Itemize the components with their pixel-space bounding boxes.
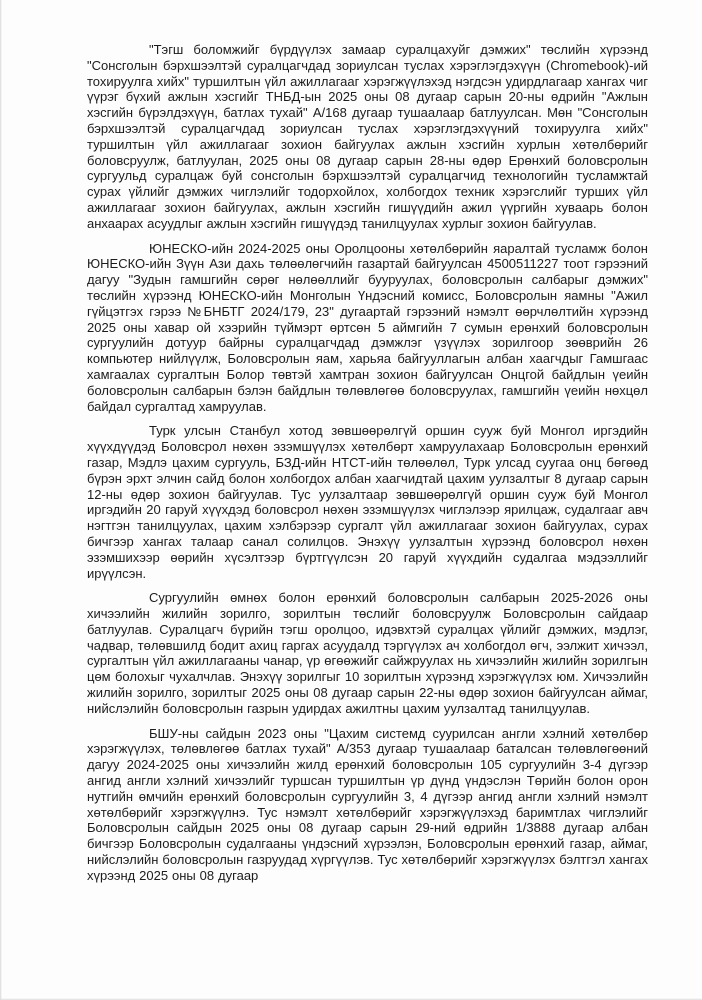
paragraph-4: Сургуулийн өмнөх болон ерөнхий боловсролын салбарын 2025-2026 оны хичээлийн жилийн зорилго, зорилтын төслийг боловсруулж Боловсролын сайдаар батлуулав. Суралцагч бүрийн тэгш оролцоо, идэвхтэй суралцах үйлийг дэмжих, мэдлэг, чадвар, төлөвшилд бодит ахиц гаргах асуудалд тэргүүлэх ач холбогдол өгч, ээлжит хичээл, сургалтын үйл ажиллагааны чанар, үр өгөөжийг сайжруулах нь хичээлийн жилийн зорилгын цөм болохыг чухалчлав. Энэхүү зорилгыг 10 зорилтын хүрээнд хэрэгжүүлэх юм. Хичээлийн жилийн зорилго, зорилтыг 2025 оны 08 дугаар сарын 22-ны өдөр зохион байгуулсан аймаг, нийслэлийн боловсролын газрын удирдах ажилтны цахим уулзалтад танилцуулав. <box>87 590 648 716</box>
scan-edge-left-artifact <box>0 0 2 1000</box>
document-body <box>87 42 648 893</box>
paragraph-2: ЮНЕСКО-ийн 2024-2025 оны Оролцооны хөтөлбөрийн яаралтай тусламж болон ЮНЕСКО-ийн Зүүн Ази дахь төлөөлөгчийн газартай байгуулсан 4500511227 тоот гэрээний дагуу "Зудын гамшгийн сөрөг нөлөөллийг бууруулах, боловсролын салбарыг дэмжих" төслийн хүрээнд ЮНЕСКО-ийн Монголын Үндэсний комисс, Боловсролын яамны "Ажил гүйцэтгэх гэрээ №БНБТГ 2024/179, 23" дугаартай гэрээний нэмэлт өөрчлөлтийн хүрээнд 2025 оны хавар ой хээрийн түймэрт өртсөн 5 аймгийн 7 сумын ерөнхий боловсролын сургуулийн дотуур байрны суралцагчдад дэмжлэг үзүүлэх зорилгоор зөөврийн 26 компьютер нийлүүлж, Боловсролын яам, харьяа байгууллагын албан хаагчдыг Гамшгаас хамгаалах сургалтын Болор төвтэй хамтран зохион байгуулсан Онцгой байдлын үеийн боловсролын салбарын бэлэн байдлын төлөвлөгөө боловсруулах, гамшгийн үеийн нөхцөл байдал сургалтад хамруулав. <box>87 240 648 414</box>
paragraph-1: "Тэгш боломжийг бүрдүүлэх замаар суралцахуйг дэмжих" төслийн хүрээнд "Сонсголын бэрхшээлтэй суралцагчдад зориулсан туслах хэрэглэгдэхүүн (Chromebook)-ий тохируулга хийх" туршилтын үйл ажиллагааг хэрэгжүүлэхэд нэгдсэн удирдлагаар хангах чиг үүрэг бүхий ажлын хэсгийг ТНБД-ын 2025 оны 08 дугаар сарын 20-ны өдрийн "Ажлын хэсгийн бүрэлдэхүүн, батлах тухай" А/168 дугаар тушаалаар батлуулсан. Мөн "Сонсголын бэрхшээлтэй суралцагчдад зориулсан туслах хэрэглэгдэхүүний тохируулга хийх" туршилтын үйл ажиллагааг зохион байгуулах ажлын хэсгийн хурлын хөтөлбөрийг боловсруулж, батлуулан, 2025 оны 08 дугаар сарын 28-ны өдөр Ерөнхий боловсролын сургуульд суралцаж буй сонсголын бэрхшээлтэй суралцагчид технологийн тусламжтай сурах үйлийг дэмжих чиглэлийг тодорхойлох, холбогдох техник хэрэгслийг турших үйл ажиллагааг зохион байгуулах, ажлын хэсгийн гишүүдийн ажил үүргийн хуваарь болон анхаарах асуудлыг ажлын хэсгийн гишүүдэд танилцуулах хурлыг зохион байгуулав. <box>87 42 648 231</box>
paragraph-3: Турк улсын Станбул хотод зөвшөөрөлгүй оршин сууж буй Монгол иргэдийн хүүхдүүдэд Боловсрол нөхөн эзэмшүүлэх хөтөлбөрт хамруулахаар Боловсролын ерөнхий газар, Мэдлэ цахим сургууль, БЗД-ийн НТСТ-ийн төлөөлөл, Турк улсад суугаа онц бөгөөд бүрэн эрхт элчин сайд болон холбогдох албан хаагчидтай цахим уулзалтыг 8 дугаар сарын 12-ны өдөр зохион байгуулав. Тус уулзалтаар зөвшөөрөлгүй оршин сууж буй Монгол иргэдийн 20 гаруй хүүхдэд боловсрол нөхөн эзэмшүүлэх чиглэлээр ярилцаж, судалгааг авч нэгтгэн танилцуулах, цахим хэлбэрээр сургалт үйл ажиллагааг зохион байгуулах, сурах бичгээр хангах талаар санал солилцов. Энэхүү уулзалтын хүрээнд боловсрол нөхөн эзэмшихээр өөрийн хүсэлтээр бүртгүүлсэн 20 гаруй хүүхдийн судалгаа мэдээллийг ирүүлсэн. <box>87 423 648 581</box>
paragraph-5: БШУ-ны сайдын 2023 оны "Цахим системд суурилсан англи хэлний хөтөлбөр хэрэгжүүлэх, төлөвлөгөө батлах тухай" А/353 дугаар тушаалаар баталсан төлөвлөгөөний дагуу 2024-2025 оны хичээлийн жилд ерөнхий боловсролын 105 сургуулийн 3-4 дүгээр ангид англи хэлний хичээлийг туршсан туршилтын үр дүнд үндэслэн Төрийн болон орон нутгийн өмчийн ерөнхий боловсролын сургуулийн 3, 4 дүгээр ангид англи хэлний нэмэлт хөтөлбөрийг хэрэгжүүлнэ. Тус нэмэлт хөтөлбөрийг хэрэгжүүлэхэд баримтлах чиглэлийг Боловсролын сайдын 2025 оны 08 дугаар сарын 29-ний өдрийн 1/3888 дугаар албан бичгээр Боловсролын судалгааны үндэсний хүрээлэн, Боловсролын ерөнхий газар, аймаг, нийслэлийн боловсролын газруудад хүргүүлэв. Тус хөтөлбөрийг хэрэгжүүлэх бэлтгэл хангах хүрээнд 2025 оны 08 дугаар <box>87 725 648 883</box>
